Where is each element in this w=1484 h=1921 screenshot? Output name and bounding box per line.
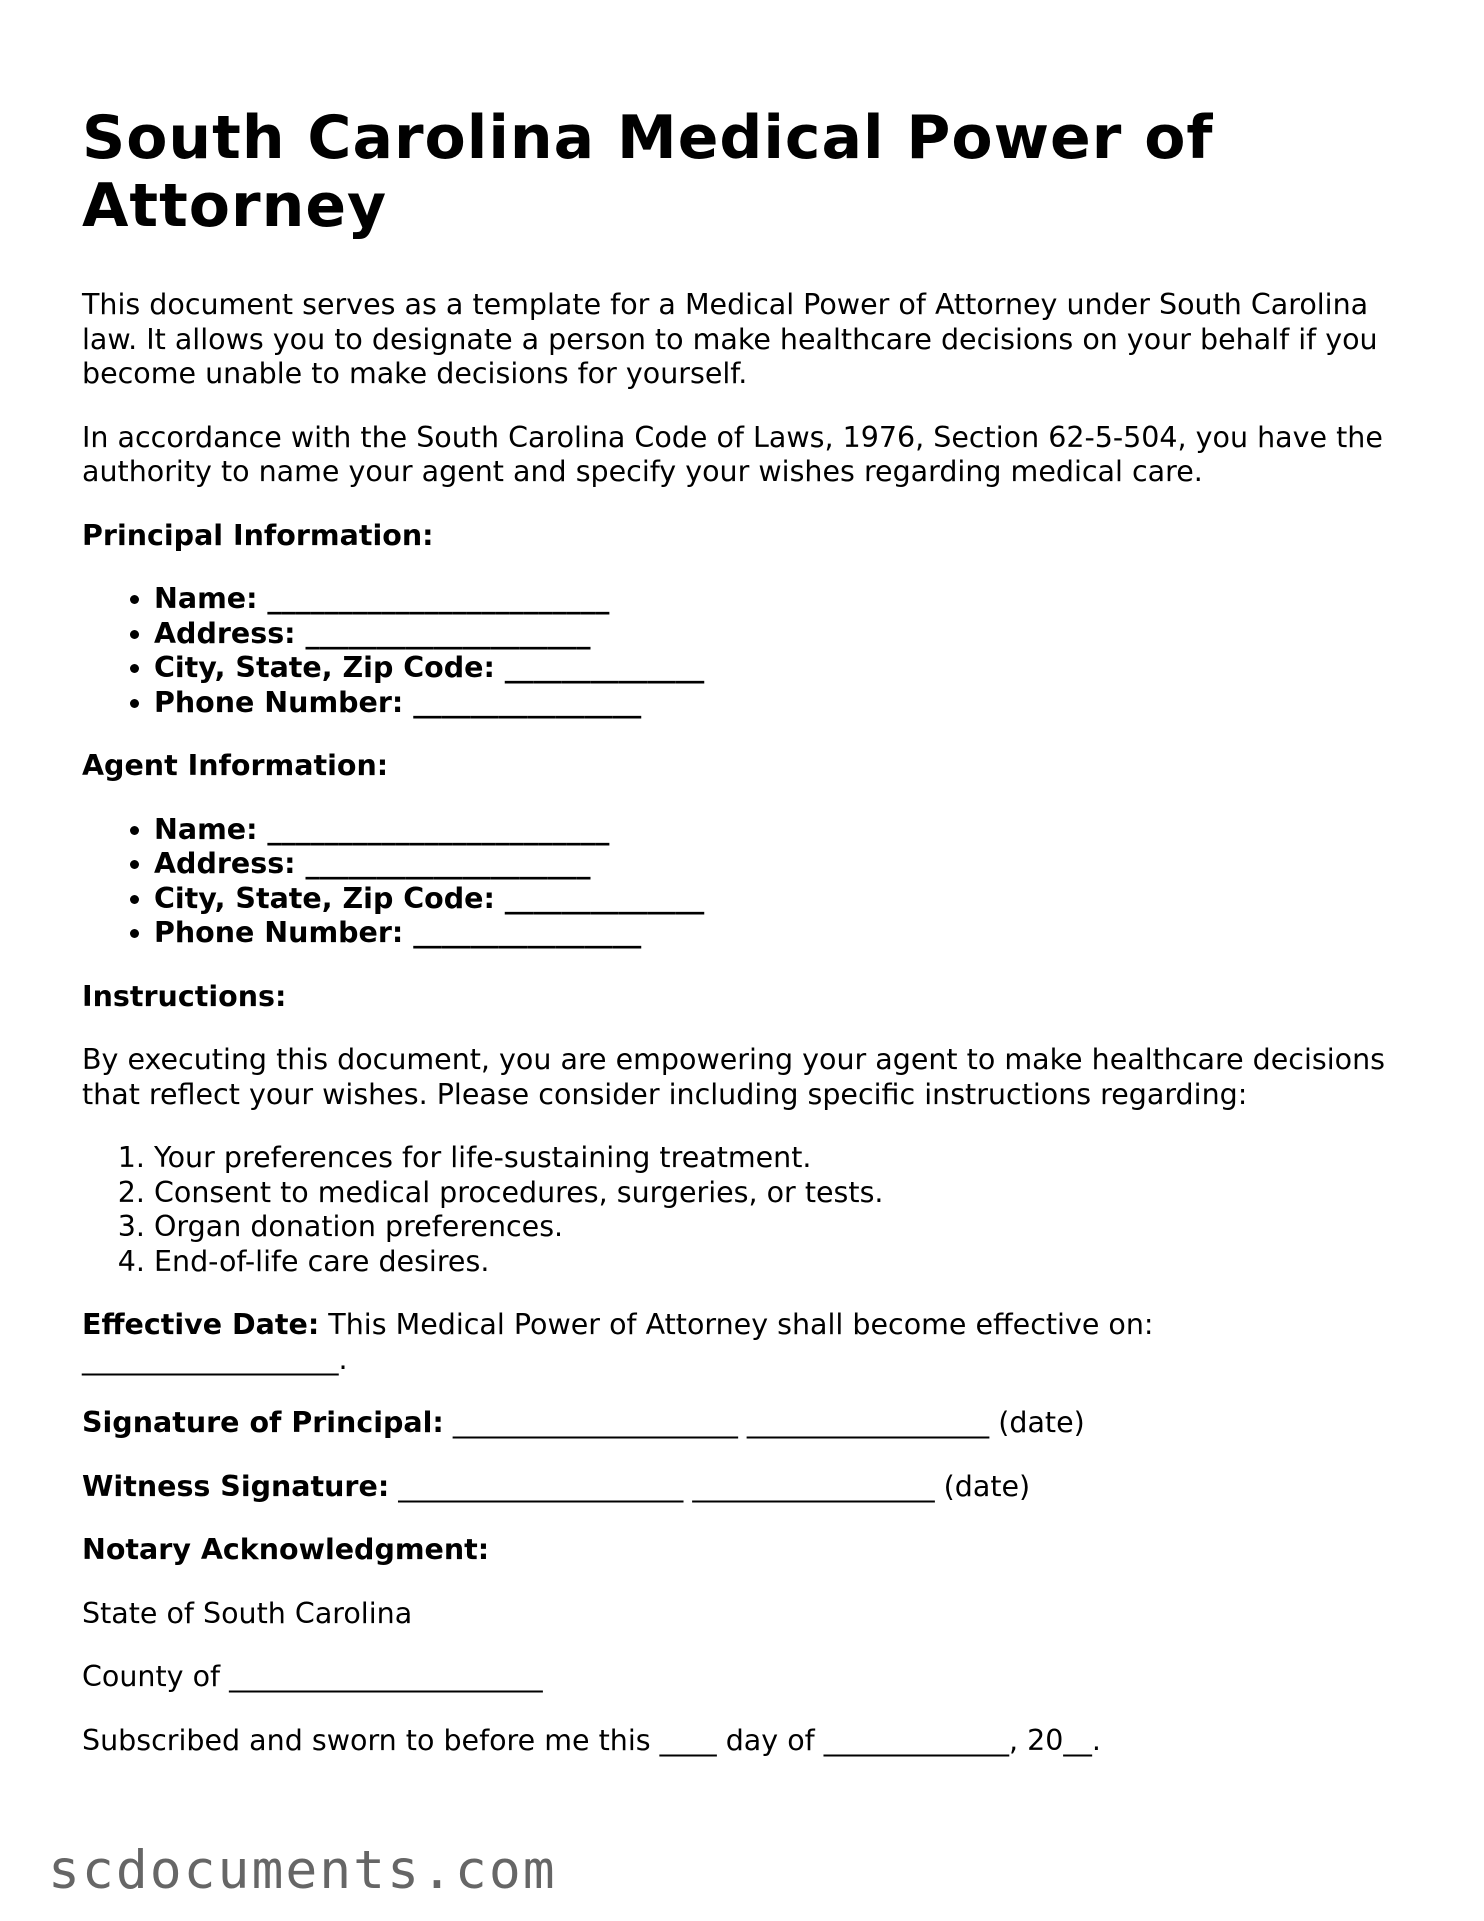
witness-signature-line bbox=[82, 1470, 1412, 1505]
agent-heading: Agent Information: bbox=[82, 749, 389, 782]
agent-phone-field: • Phone Number: ________________ bbox=[154, 916, 1412, 951]
agent-fields bbox=[82, 813, 1412, 951]
principal-fields bbox=[82, 582, 1412, 720]
instructions-heading: Instructions: bbox=[82, 979, 287, 1013]
effective-date-label: Effective Date: bbox=[82, 1308, 320, 1341]
instruction-item: 4. End-of-life care desires. bbox=[154, 1245, 1412, 1280]
principal-signature-label: Signature of Principal: bbox=[82, 1406, 444, 1439]
principal-phone-field: • Phone Number: ________________ bbox=[154, 686, 1412, 721]
site-watermark: scdocuments.com bbox=[48, 1840, 557, 1901]
principal-name-field: • Name: ________________________ bbox=[154, 582, 1412, 617]
notary-sworn: Subscribed and sworn to before me this ____ day of _____________, 20__. bbox=[82, 1723, 1101, 1757]
principal-signature-blank: ____________________ _________________ (date) bbox=[443, 1406, 1085, 1439]
principal-signature-line bbox=[82, 1406, 1412, 1441]
agent-address-field: • Address: ____________________ bbox=[154, 847, 1412, 882]
principal-heading: Principal Information: bbox=[82, 518, 434, 552]
authority-paragraph: In accordance with the South Carolina Code of Laws, 1976, Section 62-5-504, you have the authority to name your agent and specify your wishes regarding medical care. bbox=[82, 420, 1383, 488]
instruction-item: 1. Your preferences for life-sustaining treatment. bbox=[154, 1141, 1412, 1176]
document-page bbox=[82, 104, 1412, 1787]
principal-address-field: • Address: ____________________ bbox=[154, 617, 1412, 652]
notary-county: County of ______________________ bbox=[82, 1660, 543, 1693]
notary-heading: Notary Acknowledgment: bbox=[82, 1533, 490, 1566]
effective-date-line bbox=[82, 1308, 1412, 1377]
instructions-paragraph: By executing this document, you are empowering your agent to make healthcare decisions that reflect your wishes. Please consider including specific instructions regarding: bbox=[82, 1043, 1386, 1111]
page-title: South Carolina Medical Power of Attorney bbox=[82, 103, 1214, 241]
witness-signature-label: Witness Signature: bbox=[82, 1469, 390, 1503]
effective-date-text: This Medical Power of Attorney shall become effective on: __________________. bbox=[82, 1308, 1154, 1376]
agent-name-field: • Name: ________________________ bbox=[154, 813, 1412, 848]
instruction-item: 2. Consent to medical procedures, surgeries, or tests. bbox=[154, 1176, 1412, 1211]
instructions-list bbox=[82, 1141, 1412, 1279]
witness-signature-blank: ____________________ _________________ (date) bbox=[389, 1469, 1031, 1503]
intro-paragraph: This document serves as a template for a Medical Power of Attorney under South Carolina law. It allows you to designate a person to make healthcare decisions on your behalf if you become unable to make decisions for yourself. bbox=[82, 288, 1378, 390]
principal-city-field: • City, State, Zip Code: ______________ bbox=[154, 651, 1412, 686]
instruction-item: 3. Organ donation preferences. bbox=[154, 1210, 1412, 1245]
notary-state: State of South Carolina bbox=[82, 1596, 413, 1630]
agent-city-field: • City, State, Zip Code: ______________ bbox=[154, 882, 1412, 917]
